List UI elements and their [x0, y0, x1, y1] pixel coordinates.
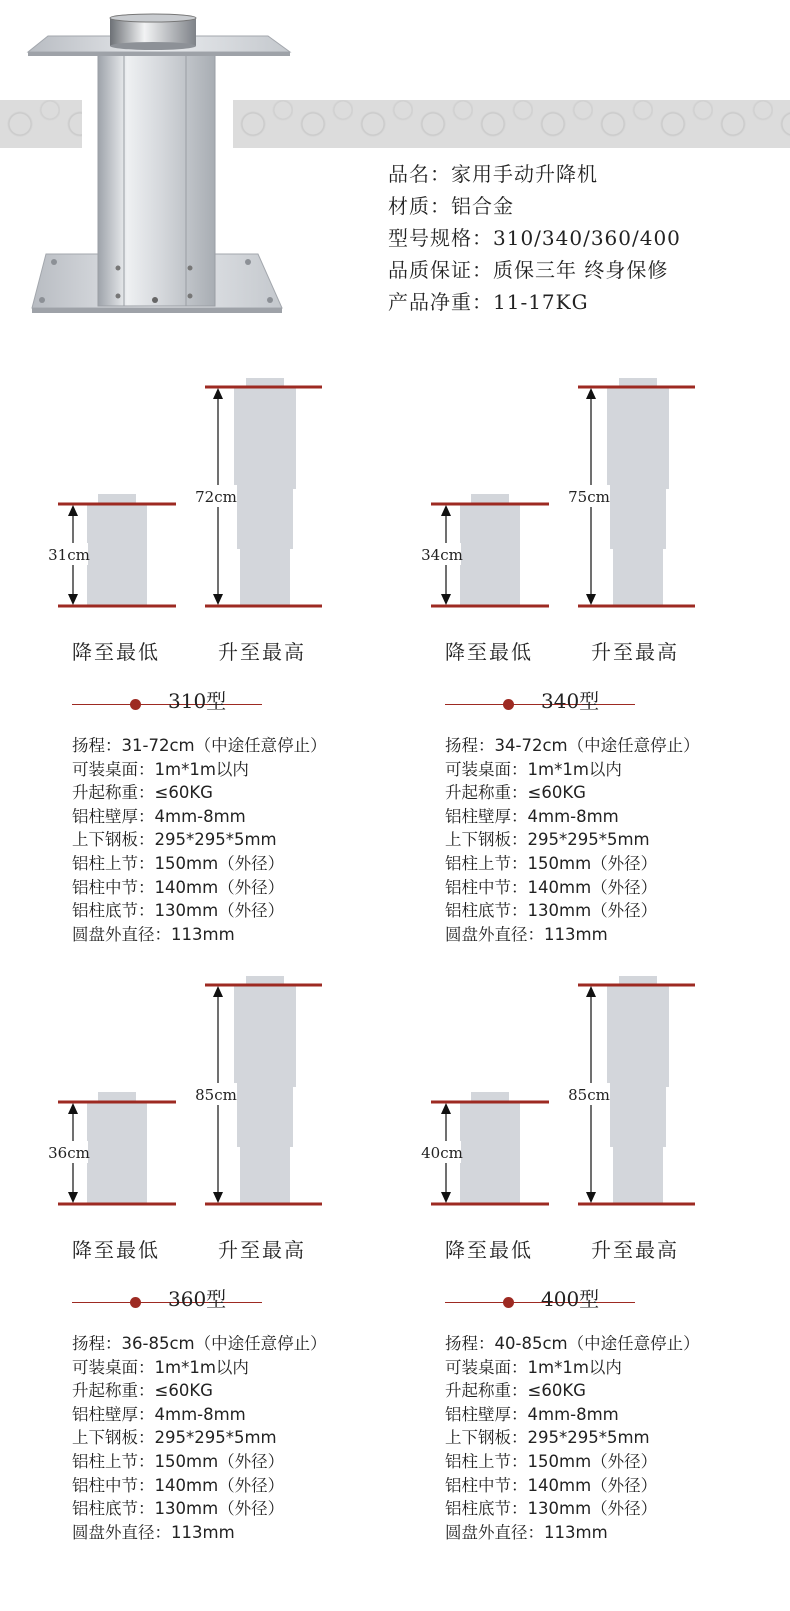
- title-dot-icon: [130, 699, 141, 710]
- low-column: [460, 504, 520, 606]
- arrow-down-icon: [68, 594, 78, 605]
- arrow-down-icon: [213, 1192, 223, 1203]
- high-column-middle: [610, 1087, 666, 1147]
- model-title: 310型: [168, 689, 227, 713]
- low-height-label: 34cm: [421, 546, 463, 564]
- param-line: 上下钢板：295*295*5mm: [72, 1428, 277, 1448]
- param-line: 铝柱底节：130mm（外径）: [445, 1499, 658, 1519]
- spec-material: 材质：铝合金: [388, 194, 514, 218]
- spec-product-name: 品名：家用手动升降机: [388, 162, 598, 186]
- model-params-list: [72, 1332, 327, 1544]
- param-line: 铝柱中节：140mm（外径）: [72, 877, 285, 897]
- param-line: 铝柱底节：130mm（外径）: [72, 1499, 285, 1519]
- high-column-middle: [237, 1087, 293, 1147]
- low-height-label: 36cm: [48, 1144, 90, 1162]
- param-line: 铝柱壁厚：4mm-8mm: [445, 1404, 619, 1424]
- arrow-up-icon: [586, 388, 596, 399]
- param-line: 铝柱中节：140mm（外径）: [445, 877, 658, 897]
- param-line: 圆盘外直径：113mm: [72, 924, 235, 944]
- high-column-top: [607, 387, 669, 489]
- height-diagram: [0, 968, 380, 1228]
- low-column: [87, 504, 147, 606]
- arrow-up-icon: [213, 986, 223, 997]
- high-column-bottom: [240, 1147, 290, 1204]
- title-underline: [72, 1302, 262, 1303]
- height-diagram: [0, 370, 380, 630]
- param-line: 圆盘外直径：113mm: [445, 924, 608, 944]
- model-section-340: [373, 370, 753, 970]
- low-height-label: 31cm: [48, 546, 90, 564]
- arrow-down-icon: [68, 1192, 78, 1203]
- param-line: 可装桌面：1m*1m以内: [445, 1357, 622, 1377]
- high-height-label: 85cm: [568, 1086, 610, 1104]
- param-line: 铝柱中节：140mm（外径）: [445, 1475, 658, 1495]
- model-params-list: [445, 734, 700, 946]
- param-line: 铝柱上节：150mm（外径）: [445, 1451, 658, 1471]
- model-title: 400型: [541, 1287, 600, 1311]
- caption-highest: 升至最高: [591, 1238, 679, 1262]
- arrow-down-icon: [586, 594, 596, 605]
- high-height-label: 85cm: [195, 1086, 237, 1104]
- param-line: 铝柱中节：140mm（外径）: [72, 1475, 285, 1495]
- title-dot-icon: [503, 699, 514, 710]
- arrow-up-icon: [441, 505, 451, 516]
- high-column-bottom: [613, 549, 663, 606]
- model-section-310: [0, 370, 380, 970]
- caption-highest: 升至最高: [218, 640, 306, 664]
- high-height-label: 72cm: [195, 488, 237, 506]
- height-diagram: [373, 370, 753, 630]
- model-params-list: [445, 1332, 700, 1544]
- low-column: [460, 1102, 520, 1204]
- param-line: 铝柱上节：150mm（外径）: [72, 1451, 285, 1471]
- lift-column-product-image: [0, 0, 320, 340]
- param-line: 铝柱上节：150mm（外径）: [445, 853, 658, 873]
- model-params-list: [72, 734, 327, 946]
- param-line: 升起称重：≤60KG: [72, 783, 213, 803]
- param-line: 升起称重：≤60KG: [445, 1381, 586, 1401]
- caption-lowest: 降至最低: [72, 1238, 160, 1262]
- spec-warranty: 品质保证：质保三年 终身保修: [388, 258, 669, 282]
- param-line: 扬程：40-85cm（中途任意停止）: [445, 1334, 700, 1353]
- param-line: 上下钢板：295*295*5mm: [445, 1428, 650, 1448]
- spec-model-numbers: 型号规格：310/340/360/400: [388, 226, 681, 250]
- param-line: 上下钢板：295*295*5mm: [72, 830, 277, 850]
- param-line: 铝柱壁厚：4mm-8mm: [72, 806, 246, 826]
- arrow-up-icon: [68, 1103, 78, 1114]
- caption-lowest: 降至最低: [72, 640, 160, 664]
- param-line: 铝柱上节：150mm（外径）: [72, 853, 285, 873]
- arrow-down-icon: [213, 594, 223, 605]
- param-line: 可装桌面：1m*1m以内: [72, 759, 249, 779]
- arrow-down-icon: [441, 594, 451, 605]
- high-column-top: [607, 985, 669, 1087]
- param-line: 扬程：36-85cm（中途任意停止）: [72, 1334, 327, 1353]
- param-line: 铝柱底节：130mm（外径）: [72, 901, 285, 921]
- caption-lowest: 降至最低: [445, 640, 533, 664]
- param-line: 铝柱壁厚：4mm-8mm: [72, 1404, 246, 1424]
- param-line: 可装桌面：1m*1m以内: [72, 1357, 249, 1377]
- low-height-label: 40cm: [421, 1144, 463, 1162]
- param-line: 铝柱底节：130mm（外径）: [445, 901, 658, 921]
- param-line: 升起称重：≤60KG: [445, 783, 586, 803]
- caption-highest: 升至最高: [218, 1238, 306, 1262]
- arrow-up-icon: [586, 986, 596, 997]
- param-line: 扬程：34-72cm（中途任意停止）: [445, 736, 700, 755]
- model-title: 340型: [541, 689, 600, 713]
- param-line: 圆盘外直径：113mm: [72, 1522, 235, 1542]
- title-underline: [445, 704, 635, 705]
- model-section-400: [373, 968, 753, 1568]
- title-underline: [72, 704, 262, 705]
- model-section-360: [0, 968, 380, 1568]
- height-diagram: [373, 968, 753, 1228]
- high-column-bottom: [613, 1147, 663, 1204]
- model-title: 360型: [168, 1287, 227, 1311]
- title-dot-icon: [130, 1297, 141, 1308]
- param-line: 圆盘外直径：113mm: [445, 1522, 608, 1542]
- arrow-up-icon: [213, 388, 223, 399]
- spec-net-weight: 产品净重：11-17KG: [388, 290, 589, 314]
- arrow-down-icon: [441, 1192, 451, 1203]
- param-line: 可装桌面：1m*1m以内: [445, 759, 622, 779]
- param-line: 升起称重：≤60KG: [72, 1381, 213, 1401]
- title-dot-icon: [503, 1297, 514, 1308]
- caption-lowest: 降至最低: [445, 1238, 533, 1262]
- high-column-top: [234, 387, 296, 489]
- arrow-down-icon: [586, 1192, 596, 1203]
- param-line: 扬程：31-72cm（中途任意停止）: [72, 736, 327, 755]
- high-height-label: 75cm: [568, 488, 610, 506]
- caption-highest: 升至最高: [591, 640, 679, 664]
- param-line: 上下钢板：295*295*5mm: [445, 830, 650, 850]
- high-column-top: [234, 985, 296, 1087]
- title-underline: [445, 1302, 635, 1303]
- arrow-up-icon: [441, 1103, 451, 1114]
- low-column: [87, 1102, 147, 1204]
- high-column-bottom: [240, 549, 290, 606]
- high-column-middle: [610, 489, 666, 549]
- param-line: 铝柱壁厚：4mm-8mm: [445, 806, 619, 826]
- high-column-middle: [237, 489, 293, 549]
- arrow-up-icon: [68, 505, 78, 516]
